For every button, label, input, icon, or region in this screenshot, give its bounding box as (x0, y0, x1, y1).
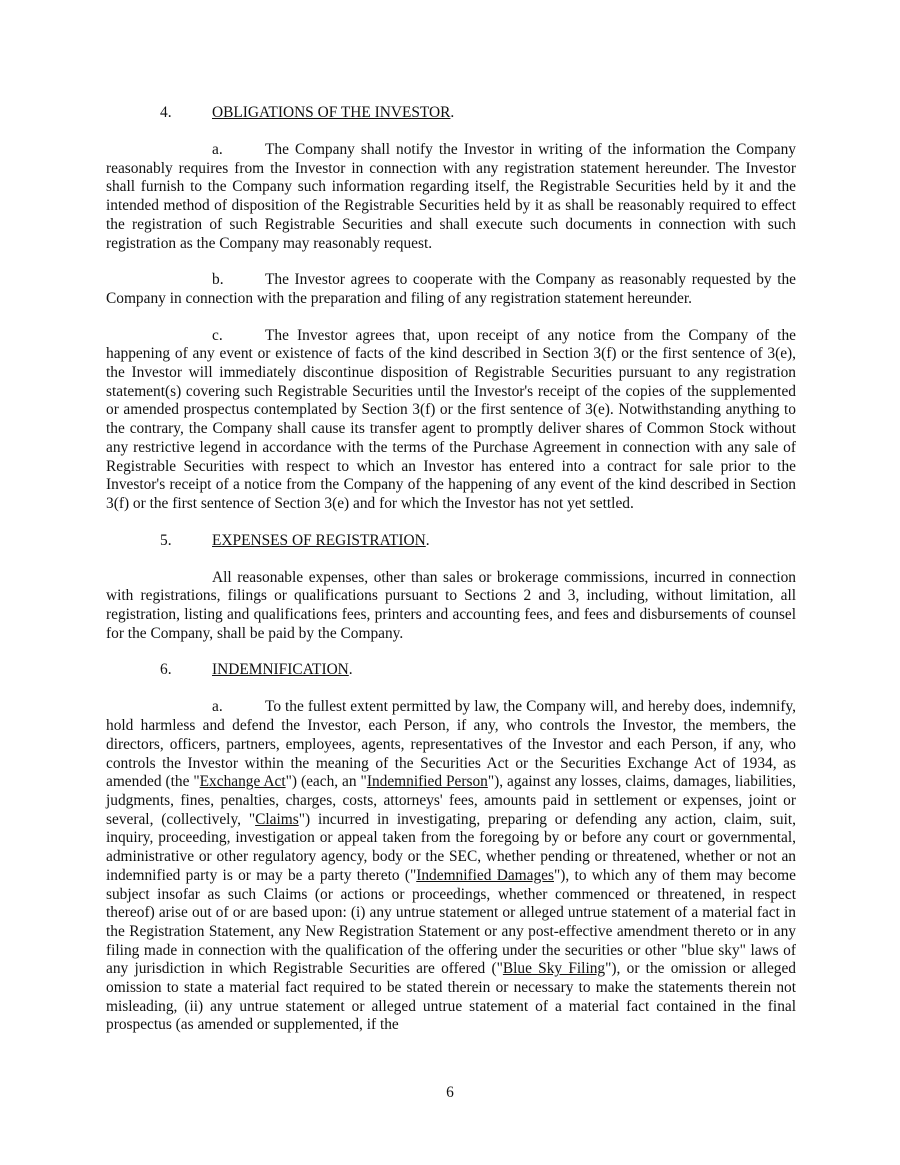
defined-term-exchange-act: Exchange Act (199, 773, 286, 791)
paragraph-4c (106, 327, 796, 514)
paragraph-text: "), against any losses, claims, damages, liabilities, judgments, fines, penalties, charges, costs, attorneys' fees, amounts paid in settlement or expenses, joint or several, (collectively, " (106, 773, 796, 828)
paragraph-4b (106, 271, 796, 308)
section-4-heading: 4. OBLIGATIONS OF THE INVESTOR. (160, 104, 455, 121)
section-number: 4. (160, 104, 172, 121)
paragraph-text: To the fullest extent permitted by law, the Company will, and hereby does, indemnify, hold harmless and defend the Investor, each Person, if any, who controls the Investor, the members, the directors, officers, partners, employees, agents, representatives of the Investor and each Person, if any, who controls the Investor within the meaning of the Securities Act or the Securities Exchange Act of 1934, as amended (the " (106, 698, 796, 791)
paragraph-text: The Investor agrees to cooperate with the Company as reasonably requested by the Company in connection with the preparation and filing of any registration statement hereunder. (106, 271, 796, 307)
section-title: INDEMNIFICATION (212, 661, 349, 679)
paragraph-5 (106, 569, 796, 644)
paragraph-label: a. (212, 141, 223, 158)
defined-term-blue-sky-filing: Blue Sky Filing (502, 960, 606, 978)
defined-term-indemnified-person: Indemnified Person (366, 773, 488, 791)
paragraph-4a (106, 141, 796, 253)
section-number: 5. (160, 531, 172, 549)
paragraph-text: The Company shall notify the Investor in writing of the information the Company reasonably requires from the Investor in connection with any registration statement hereunder. The Investor shall furnish to the Company such information regarding itself, the Registrable Securities held by it and the intended method of disposition of the Registrable Securities held by it as shall be reasonably required to effect the registration of such Registrable Securities and shall execute such documents in connection with such registration as the Company may reasonably request. (106, 141, 796, 252)
page-number: 6 (446, 1084, 454, 1101)
paragraph-text: All reasonable expenses, other than sales or brokerage commissions, incurred in connection with registrations, filings or qualifications pursuant to Sections 2 and 3, including, without limitation, all registration, listing and qualifications fees, printers and accounting fees, and fees and disbursements of counsel for the Company, shall be paid by the Company. (106, 568, 796, 642)
paragraph-6a (106, 698, 796, 1035)
defined-term-claims: Claims (255, 810, 299, 828)
paragraph-text: ") incurred in investigating, preparing or defending any action, claim, suit, inquiry, proceeding, investigation or appeal taken from the foregoing by or before any court or governmental, administrative or other regulatory agency, body or the SEC, whether pending or threatened, whether or not an indemnified party is or may be a party thereto (" (106, 810, 797, 884)
paragraph-label: b. (212, 271, 224, 289)
section-number: 6. (160, 661, 172, 679)
paragraph-text: "), or the omission or alleged omission to state a material fact required to be stated therein or necessary to make the statements therein not misleading, (ii) any untrue statement or alleged untrue statement of a material fact contained in the final prospectus (as amended or supplemented, if the (106, 960, 797, 1034)
defined-term-indemnified-damages: Indemnified Damages (416, 866, 554, 884)
section-title: OBLIGATIONS OF THE INVESTOR (212, 104, 451, 121)
paragraph-label: a. (212, 698, 223, 716)
section-title: EXPENSES OF REGISTRATION (212, 531, 426, 549)
paragraph-label: c. (212, 326, 223, 344)
section-5-heading: 5. EXPENSES OF REGISTRATION. (160, 531, 430, 549)
section-6-heading: 6. INDEMNIFICATION. (160, 661, 353, 679)
paragraph-text: The Investor agrees that, upon receipt of any notice from the Company of the happening of any event or existence of facts of the kind described in Section 3(f) or the first sentence of 3(e), the Investor will immediately discontinue disposition of Registrable Securities pursuant to any registration statement(s) covering such Registrable Securities until the Investor's receipt of the copies of the supplemented or amended prospectus contemplated by Section 3(f) or the first sentence of 3(e). Notwithstanding anything to the contrary, the Company shall cause its transfer agent to promptly deliver shares of Common Stock without any restrictive legend in accordance with the terms of the Purchase Agreement in connection with any sale of Registrable Securities with respect to which an Investor has entered into a contract for sale prior to the Investor's receipt of a notice from the Company of the happening of any event of the kind described in Section 3(f) or the first sentence of Section 3(e) and for which the Investor has not yet settled. (106, 326, 796, 512)
paragraph-text: "), to which any of them may become subject insofar as such Claims (or actions or proceedings, whether commenced or threatened, in respect thereof) arise out of or are based upon: (i) any untrue statement or alleged untrue statement of a material fact in the Registration Statement, any New Registration Statement or any post-effective amendment thereto or in any filing made in connection with the qualification of the offering under the securities or other "blue sky" laws of any jurisdiction in which Registrable Securities are offered (" (106, 866, 796, 978)
paragraph-text: ") (each, an " (285, 773, 367, 791)
document-page (106, 104, 796, 1035)
